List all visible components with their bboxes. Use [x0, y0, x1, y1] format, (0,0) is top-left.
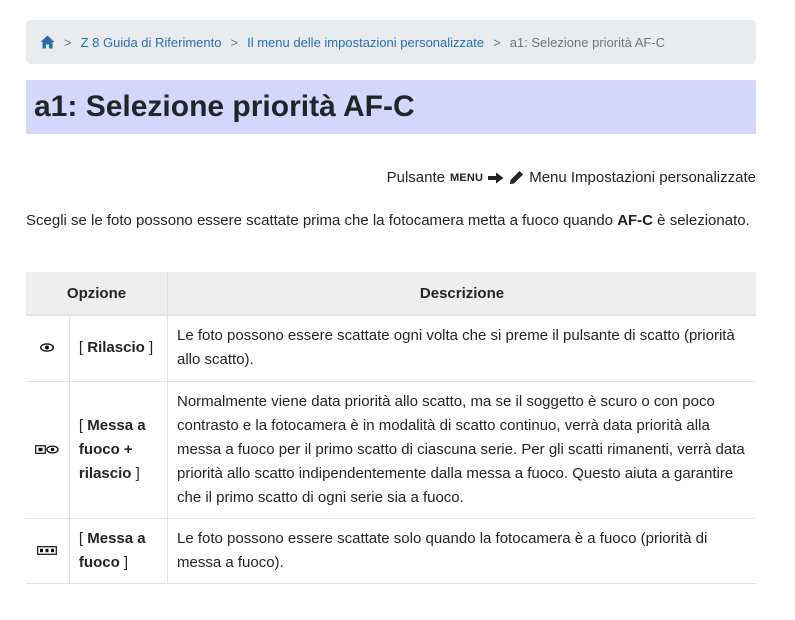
menu-path-prefix: Pulsante — [386, 169, 445, 186]
table-row: [ Messa a fuoco + rilascio ] Normalmente viene data priorità allo scatto, ma se il soggetto è scuro o con poco contrasto e la fotocamera è in modalità di scatto continuo, verrà data priorità alla messa a fuoco per il primo scatto di ciascuna serie. Per gli scatti rimanenti, verrà data priorità allo scatto indipendentemente dalla messa a fuoco. Questo aiuta a garantire che il primo scatto di ogni serie sia a fuoco. — [26, 381, 756, 518]
breadcrumb-current: a1: Selezione priorità AF-C — [509, 34, 666, 50]
options-table — [26, 272, 756, 584]
breadcrumb-separator: > — [493, 34, 501, 50]
home-icon[interactable] — [40, 35, 55, 49]
header-option: Opzione — [26, 272, 168, 315]
focus-priority-icon — [37, 546, 57, 555]
option-description: Le foto possono essere scattate ogni volta che si preme il pulsante di scatto (priorità allo scatto). — [168, 315, 757, 381]
intro-text: Scegli se le foto possono essere scattate prima che la fotocamera metta a fuoco quando AF-C è selezionato. — [26, 212, 750, 229]
option-name: Messa a fuoco — [78, 529, 146, 571]
option-description: Normalmente viene data priorità allo scatto, ma se il soggetto è scuro o con poco contrasto e la fotocamera è in modalità di scatto continuo, verrà data priorità alla messa a fuoco per il primo scatto di ciascuna serie. Per gli scatti rimanenti, verrà data priorità allo scatto indipendentemente dalla messa a fuoco. Questo aiuta a garantire che il primo scatto di ogni serie sia a fuoco. — [168, 381, 757, 518]
table-header-row — [26, 272, 756, 315]
menu-button-label: MENU — [450, 171, 484, 184]
breadcrumb — [26, 20, 756, 64]
release-priority-icon — [40, 343, 54, 352]
breadcrumb-link-custom-settings[interactable]: Il menu delle impostazioni personalizzate — [247, 34, 485, 50]
breadcrumb-separator: > — [64, 34, 72, 50]
page-title-bar — [26, 80, 756, 134]
breadcrumb-separator: > — [230, 34, 239, 50]
option-name: Rilascio — [87, 339, 145, 357]
pencil-icon — [509, 170, 524, 185]
menu-path — [387, 169, 756, 186]
af-c-label: AF-C — [617, 212, 654, 229]
table-row: [ Rilascio ] Le foto possono essere scattate ogni volta che si preme il pulsante di scatto (priorità allo scatto). — [26, 315, 756, 381]
arrow-right-icon — [488, 172, 504, 184]
focus-release-icon — [35, 445, 59, 454]
page-title: a1: Selezione priorità AF-C — [34, 90, 415, 123]
breadcrumb-link-guide[interactable]: Z 8 Guida di Riferimento — [80, 34, 222, 50]
menu-path-suffix: Menu Impostazioni personalizzate — [529, 169, 756, 186]
table-row: [ Messa a fuoco ] Le foto possono essere scattate solo quando la fotocamera è a fuoco (priorità di messa a fuoco). — [26, 518, 756, 583]
option-name: Messa a fuoco + rilascio — [78, 416, 146, 482]
option-description: Le foto possono essere scattate solo quando la fotocamera è a fuoco (priorità di messa a fuoco). — [168, 518, 757, 583]
header-description: Descrizione — [168, 272, 757, 315]
